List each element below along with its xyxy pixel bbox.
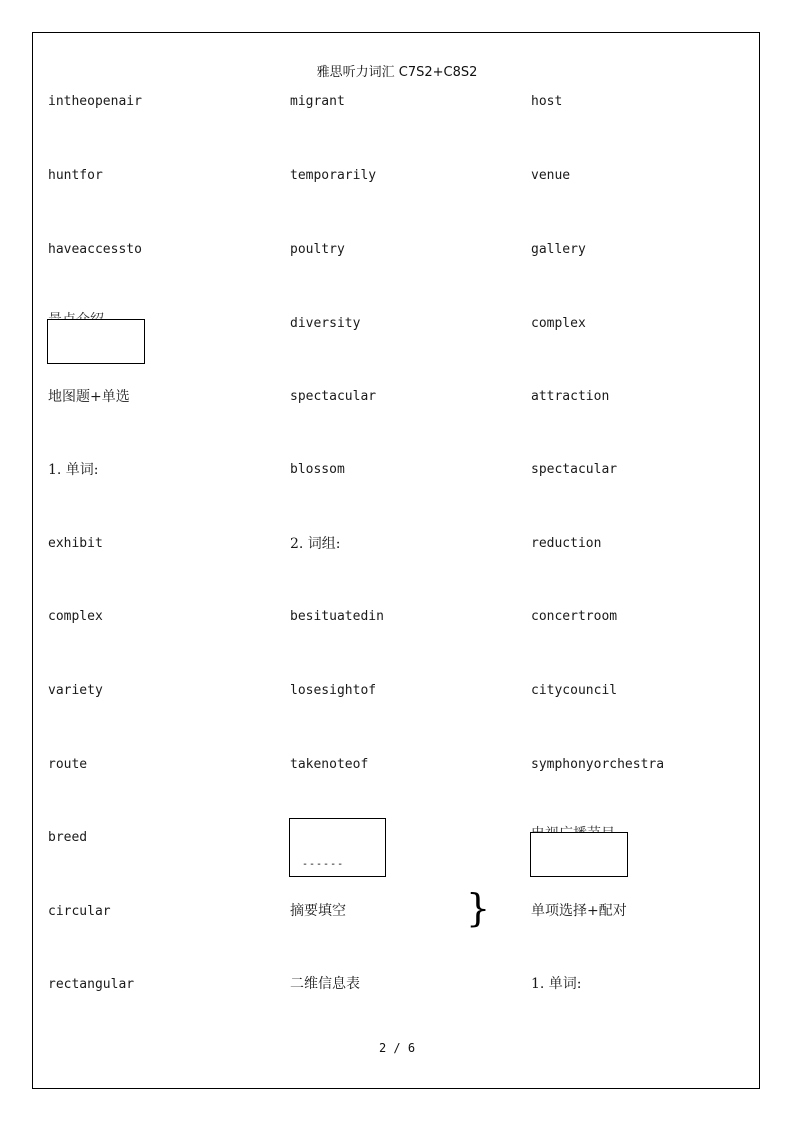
vocab-item: blossom [290, 462, 345, 477]
overlay-box [530, 832, 628, 877]
vocab-item: spectacular [531, 462, 618, 477]
vocab-item: poultry [290, 242, 345, 257]
overlay-box [47, 319, 145, 364]
subsection-label: 2. 词组: [290, 536, 341, 552]
subsection-label: 1. 单词: [48, 462, 99, 478]
page-number: 2 / 6 [378, 1041, 416, 1055]
section-label: 地图题+单选 [48, 389, 130, 405]
vocab-item: spectacular [290, 389, 377, 404]
subsection-label: 1. 单词: [531, 976, 582, 992]
vocab-item: diversity [290, 316, 361, 331]
vocab-item: takenoteof [290, 757, 369, 772]
vocab-item: circular [48, 904, 111, 919]
vocab-item: complex [531, 316, 586, 331]
vocab-item: huntfor [48, 168, 103, 183]
vocab-item: reduction [531, 536, 602, 551]
vocab-item: route [48, 757, 88, 772]
vocab-item: complex [48, 609, 103, 624]
section-label: 摘要填空 [290, 903, 346, 919]
vocab-item: rectangular [48, 977, 135, 992]
page-title: 雅思听力词汇 C7S2+C8S2 [316, 65, 478, 80]
dash-line: ------ [302, 859, 345, 870]
section-label: 二维信息表 [290, 976, 360, 992]
vocab-item: attraction [531, 389, 610, 404]
vocab-item: losesightof [290, 683, 377, 698]
vocab-item: citycouncil [531, 683, 618, 698]
overlay-box [289, 818, 386, 877]
brace-symbol: } [466, 886, 491, 930]
vocab-item: besituatedin [290, 609, 384, 624]
vocab-item: temporarily [290, 168, 377, 183]
vocab-item: variety [48, 683, 103, 698]
vocab-item: gallery [531, 242, 586, 257]
vocab-item: venue [531, 168, 571, 183]
page-frame [32, 32, 760, 1089]
vocab-item: host [531, 94, 563, 109]
vocab-item: migrant [290, 94, 345, 109]
vocab-item: exhibit [48, 536, 103, 551]
vocab-item: breed [48, 830, 88, 845]
vocab-item: intheopenair [48, 94, 142, 109]
vocab-item: haveaccessto [48, 242, 142, 257]
vocab-item: symphonyorchestra [531, 757, 665, 772]
section-label: 单项选择+配对 [531, 903, 627, 919]
vocab-item: concertroom [531, 609, 618, 624]
